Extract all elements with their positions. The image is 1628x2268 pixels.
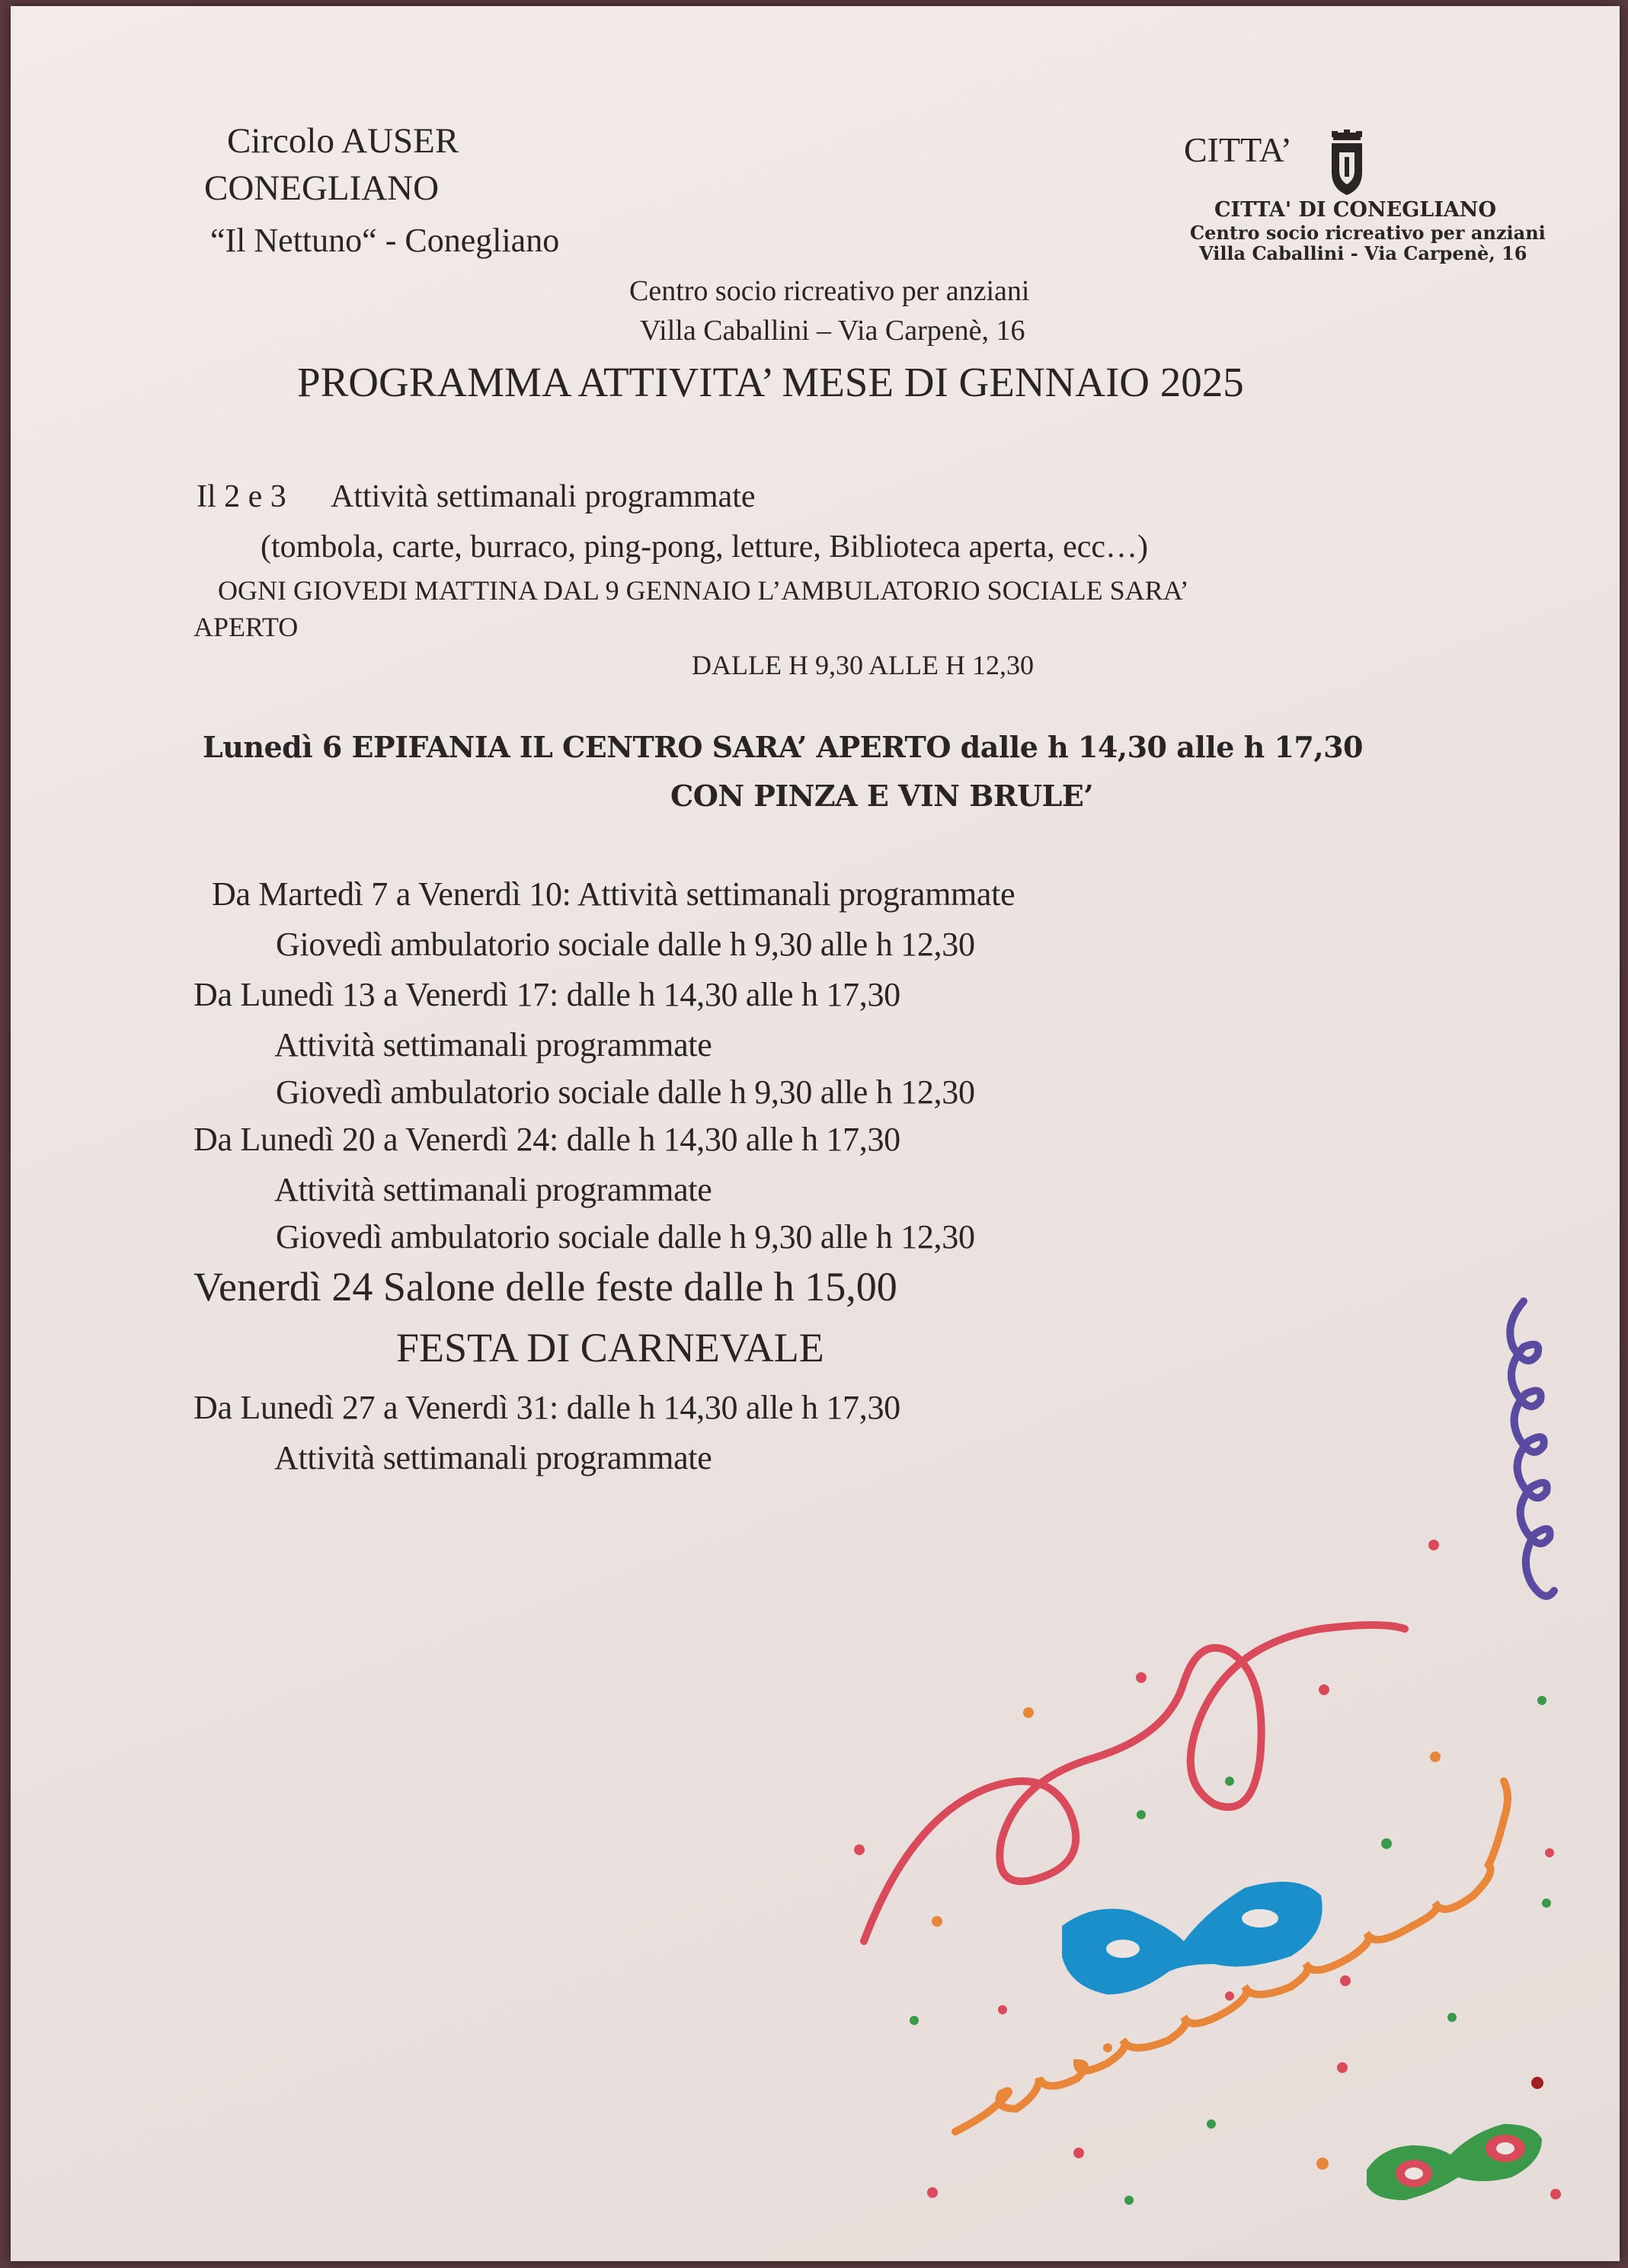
week3-ambulatorio: Giovedì ambulatorio sociale dalle h 9,30 alle h 12,30 [276, 1218, 975, 1256]
week1-title: Da Martedì 7 a Venerdì 10: Attività settimanali programmate [212, 875, 1016, 913]
ambulatorio-notice: OGNI GIOVEDI MATTINA DAL 9 GENNAIO L’AMBULATORIO SOCIALE SARA’ [218, 575, 1189, 606]
week3-title: Da Lunedì 20 a Venerdì 24: dalle h 14,30 alle h 17,30 [194, 1121, 900, 1158]
epifania-notice: Lunedì 6 EPIFANIA IL CENTRO SARA’ APERTO dalle h 14,30 alle h 17,30 [203, 730, 1363, 764]
epifania-extra: CON PINZA E VIN BRULE’ [670, 779, 1094, 813]
center-subtitle: Centro socio ricreativo per anziani [629, 275, 1030, 307]
ambulatorio-hours: DALLE H 9,30 ALLE H 12,30 [692, 650, 1034, 680]
carnival-line: Venerdì 24 Salone delle feste dalle h 15,00 [194, 1264, 897, 1310]
intro-activities: Attività settimanali programmate [331, 479, 756, 514]
header-conegliano: CONEGLIANO [204, 168, 440, 208]
header-circolo: Circolo AUSER [227, 121, 459, 161]
week1-ambulatorio: Giovedì ambulatorio sociale dalle h 9,30 alle h 12,30 [276, 926, 975, 963]
carnival-title: FESTA DI CARNEVALE [396, 1325, 824, 1371]
intro-days: Il 2 e 3 [197, 479, 286, 514]
header-city: CITTA’ [1184, 130, 1292, 169]
week2-activities: Attività settimanali programmate [274, 1026, 712, 1064]
intro-activity-list: (tombola, carte, burraco, ping-pong, letture, Biblioteca aperta, ecc…) [261, 529, 1149, 565]
page-title: PROGRAMMA ATTIVITA’ MESE DI GENNAIO 2025 [297, 359, 1244, 405]
header-city-full: CITTA' DI CONEGLIANO [1214, 198, 1497, 222]
ambulatorio-notice-cont: APERTO [194, 612, 299, 642]
header-right-address: Villa Caballini - Via Carpenè, 16 [1199, 242, 1527, 264]
week2-ambulatorio: Giovedì ambulatorio sociale dalle h 9,30 alle h 12,30 [276, 1073, 975, 1111]
header-right-subtitle: Centro socio ricreativo per anziani [1190, 222, 1546, 244]
week4-title: Da Lunedì 27 a Venerdì 31: dalle h 14,30 alle h 17,30 [194, 1389, 900, 1426]
header-nettuno: “Il Nettuno“ - Conegliano [210, 222, 560, 259]
week3-activities: Attività settimanali programmate [274, 1171, 712, 1208]
week2-title: Da Lunedì 13 a Venerdì 17: dalle h 14,30 alle h 17,30 [194, 976, 900, 1013]
confetti-icon [11, 6, 1620, 2261]
center-address: Villa Caballini – Via Carpenè, 16 [640, 315, 1025, 347]
week4-activities: Attività settimanali programmate [274, 1439, 712, 1476]
flyer-page [11, 6, 1620, 2261]
